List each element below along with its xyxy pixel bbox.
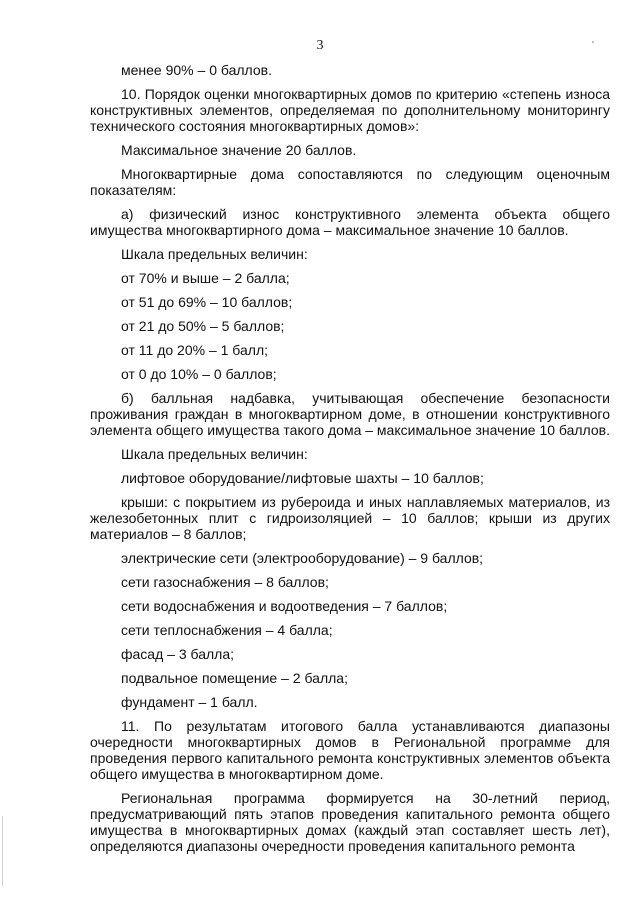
list-item: подвальное помещение – 2 балла;: [121, 670, 348, 686]
paragraph: Многоквартирные дома сопоставляются по следующим оценочным показателям:: [90, 166, 610, 198]
scan-edge-line: [2, 816, 3, 886]
paragraph: Региональная программа формируется на 30-летний период, предусматривающий пять этапов проведения капитального ремонта общего имущества в многоквартирных домах (каждый этап составляет шесть лет), определяются диапазоны очередности проведения капитального ремонта: [90, 790, 610, 854]
list-item: фундамент – 1 балл.: [121, 694, 258, 710]
list-item: лифтовое оборудование/лифтовые шахты – 10 баллов;: [121, 470, 484, 486]
list-item: фасад – 3 балла;: [121, 646, 234, 662]
document-body: [90, 62, 610, 862]
paragraph: Шкала предельных величин:: [121, 246, 308, 262]
list-item: от 11 до 20% – 1 балл;: [121, 342, 269, 358]
page-number: 3: [316, 38, 324, 53]
paragraph: менее 90% – 0 баллов.: [121, 62, 272, 78]
paragraph: а) физический износ конструктивного элемента объекта общего имущества многоквартирного дома – максимальное значение 10 баллов.: [90, 206, 610, 238]
list-item: от 21 до 50% – 5 баллов;: [121, 318, 285, 334]
list-item: от 51 до 69% – 10 баллов;: [121, 294, 293, 310]
list-item: электрические сети (электрооборудование) – 9 баллов;: [121, 550, 484, 566]
list-item: крыши: с покрытием из рубероида и иных наплавляемых материалов, из железобетонных плит с гидроизоляцией – 10 баллов; крыши из других материалов – 8 баллов;: [90, 494, 610, 542]
paragraph: 11. По результатам итогового балла устанавливаются диапазоны очередности многоквартирных домов в Региональной программе для проведения первого капитального ремонта конструктивных элементов объекта общего имущества в многоквартирном доме.: [90, 718, 610, 782]
list-item: сети газоснабжения – 8 баллов;: [121, 574, 329, 590]
list-item: сети водоснабжения и водоотведения – 7 баллов;: [121, 598, 448, 614]
list-item: сети теплоснабжения – 4 балла;: [121, 622, 333, 638]
paragraph: 10. Порядок оценки многоквартирных домов по критерию «степень износа конструктивных элементов, определяемая по дополнительному мониторингу технического состояния многоквартирных домов»:: [90, 86, 610, 134]
paragraph: Шкала предельных величин:: [121, 446, 308, 462]
corner-mark: ': [592, 40, 594, 51]
paragraph: Максимальное значение 20 баллов.: [121, 142, 357, 158]
paragraph: б) балльная надбавка, учитывающая обеспечение безопасности проживания граждан в многоквартирном доме, в отношении конструктивного элемента общего имущества такого дома – максимальное значение 10 баллов.: [90, 390, 610, 438]
list-item: от 0 до 10% – 0 баллов;: [121, 366, 277, 382]
list-item: от 70% и выше – 2 балла;: [121, 270, 290, 286]
